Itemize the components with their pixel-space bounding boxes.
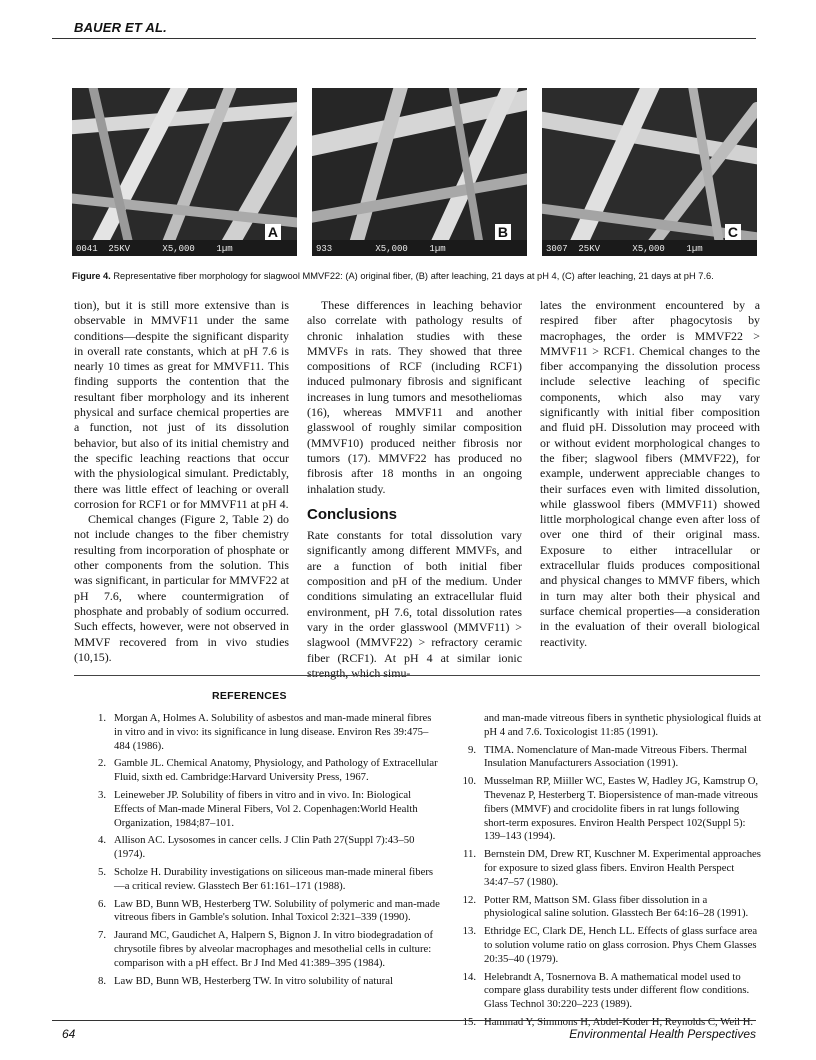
reference-item — [456, 894, 764, 922]
body-column-1 — [74, 298, 289, 665]
reference-text: Musselman RP, Miiller WC, Eastes W, Hadley JG, Kamstrup O, Thevenaz P, Hesterberg T. Biopersistence of man-made vitreous fibers (MMVF) and crocidolite fibers in rat lungs following short-term exposures. Environ Health Perspect 102(Suppl 5): 139–143 (1994). — [484, 775, 759, 843]
reference-text: Allison AC. Lysosomes in cancer cells. J Clin Path 27(Suppl 7):43–50 (1974). — [114, 834, 415, 861]
reference-number: 11. — [463, 848, 476, 861]
reference-item — [86, 789, 442, 830]
reference-item — [456, 925, 764, 966]
reference-item — [86, 866, 442, 894]
references-column-right — [456, 712, 764, 1034]
micrograph-c-scale: 3007 25KV X5,000 1µm — [546, 244, 703, 254]
reference-number: 12. — [462, 893, 476, 906]
figure-caption — [72, 270, 762, 282]
journal-name: Environmental Health Perspectives — [569, 1027, 756, 1041]
running-head: BAUER ET AL. — [74, 20, 167, 35]
reference-item — [86, 834, 442, 862]
body-paragraph: These differences in leaching behavior also correlate with pathology results of chronic inhalation studies with these MMVFs in rats. They showed that three compositions of RCF (including RCF1) induced pulmonary fibrosis and significant increases in lung tumors and mesotheliomas (16), whereas MMVF11 and another glasswool of roughly similar composition (MMVF10) produced neither fibrosis nor tumors (17). MMVF22 has produced no fibrosis after 18 months in an ongoing inhalation study. — [307, 298, 522, 496]
reference-item — [456, 744, 764, 772]
reference-number: 13. — [462, 925, 476, 938]
body-paragraph: lates the environment encountered by a respired fiber after phagocytosis by macrophages, the order is MMVF22 > MMVF11 > RCF1. Chemical changes to the fiber accompanying the dissolution process include selective leaching of specific components, which also may vary significantly with initial fiber composition and fluid pH. Dissolution may proceed with or without evident morphological changes to the fiber; slagwool fibers (MMVF22), for example, underwent appreciable changes to their surfaces even with limited dissolution, while glasswool fibers (MMVF11) showed little morphological change even after loss of over one third of their original mass. Exposure to either intracellular or extracellular fluids produces compositional and physical changes to MMVF fibers, which in turn may alter both their physical and surface chemical properties—a consideration in the evaluation of their overall biological reactivity. — [540, 298, 760, 649]
reference-number: 14. — [462, 970, 476, 983]
figure-panel-b — [312, 88, 527, 256]
micrograph-a-scale: 0041 25KV X5,000 1µm — [76, 244, 233, 254]
reference-item — [86, 757, 442, 785]
references-column-left — [86, 712, 442, 992]
reference-number: 6. — [97, 897, 106, 910]
reference-number: 7. — [97, 929, 106, 942]
reference-text: Scholze H. Durability investigations on siliceous man-made mineral fibers—a critical review. Glasstech Ber 61:161–171 (1988). — [114, 865, 434, 892]
reference-text: Jaurand MC, Gaudichet A, Halpern S, Bignon J. In vitro biodegradation of chrysotile fibres by alveolar macrophages and mesothelial cells in culture: comparison with a pH effect. Br J Ind Med 41:389–395 (1984). — [114, 929, 434, 969]
reference-number: 3. — [97, 788, 106, 801]
micrograph-a-image — [72, 88, 297, 256]
body-paragraph: Rate constants for total dissolution vary significantly among different MMVFs, and are a function of both initial fiber composition and pH of the medium. Under conditions simulating an extracellular fluid environment, pH 7.6, total dissolution rates vary in the order glasswool (MMVF11) > slagwool (MMVF22) > refractory ceramic fiber (RCF1). At pH 4 at similar ionic strength, which simu- — [307, 528, 522, 680]
reference-item — [86, 975, 442, 989]
figure-caption-label: Figure 4. — [72, 271, 111, 281]
references-heading: REFERENCES — [212, 690, 287, 702]
reference-text: Bernstein DM, Drew RT, Kuschner M. Experimental approaches for exposure to sized glass fibers. Environ Health Perspect 34:47–57 (1980). — [484, 848, 761, 888]
body-column-2 — [307, 298, 522, 681]
reference-item — [456, 971, 764, 1012]
reference-text: TIMA. Nomenclature of Man-made Vitreous Fibers. Thermal Insulation Manufacturers Association (1991). — [484, 743, 748, 770]
references-rule — [74, 675, 760, 676]
reference-number: 1. — [97, 712, 106, 724]
reference-item — [86, 929, 442, 970]
section-heading-conclusions: Conclusions — [307, 505, 398, 523]
reference-text: Ethridge EC, Clark DE, Hench LL. Effects of glass surface area to solution volume ratio on glass corrosion. Phys Chem Glasses 20:35–40 (1979). — [484, 925, 758, 965]
reference-text: Leineweber JP. Solubility of fibers in vitro and in vivo. In: Biological Effects of Man-made Mineral Fibers, Vol 2. Copenhagen:World Health Organization, 1984;87–101. — [114, 788, 418, 829]
reference-number: 5. — [97, 865, 106, 878]
reference-number: 15. — [462, 1015, 476, 1028]
micrograph-b-scale: 933 X5,000 1µm — [316, 244, 446, 254]
reference-item — [456, 848, 764, 889]
body-paragraph: Chemical changes (Figure 2, Table 2) do not include changes to the fiber chemistry resulting from incorporation of phosphate or other components from the solution. This was significant, in particular for MMVF22 at pH 7.6, where countermigration of phosphate and probably of sodium occurred. Such effects, however, were not observed in MMVF recovered from in vivo studies (10,15). — [74, 512, 289, 664]
figure-4 — [72, 88, 757, 256]
reference-text: Helebrandt A, Tosnernova B. A mathematical model used to compare glass durability tests under different flow conditions. Glass Technol 30:220–223 (1989). — [484, 970, 750, 1011]
body-paragraph: tion), but it is still more extensive than is observable in MMVF11 under the same conditions—despite the significant disparity in overall rate constants, which at pH 7.6 is nearly 10 times as great for MMVF11. This finding supports the contention that the resultant fiber morphology and its inherent physical and surface chemical properties are a function, not just of its dissolution behavior, but also of its initial chemistry and the specific leaching reactions that occur with the physiological simulant. Predictably, there was little effect of leaching or overall corrosion for RCF1 or for MMVF11 at pH 4. — [74, 298, 289, 511]
reference-text: Morgan A, Holmes A. Solubility of asbestos and man-made mineral fibres in vitro and in vivo: its significance in lung disease. Environ Res 39:475–484 (1986). — [114, 712, 432, 752]
reference-number: 8. — [97, 974, 106, 987]
reference-item — [86, 712, 442, 753]
page-number: 64 — [62, 1027, 76, 1041]
reference-number: 2. — [97, 757, 106, 770]
reference-number: 4. — [97, 834, 106, 847]
header-rule — [52, 38, 756, 39]
reference-text: Potter RM, Mattson SM. Glass fiber dissolution in a physiological saline solution. Glasstech Ber 64:16–28 (1991). — [484, 893, 749, 920]
footer-rule — [52, 1020, 756, 1021]
reference-text: Hammad Y, Simmons H, Abdel-Koder H, Reynolds C, Weil H. — [484, 1015, 754, 1028]
figure-panel-a — [72, 88, 297, 256]
figure-caption-text: Representative fiber morphology for slagwool MMVF22: (A) original fiber, (B) after leaching, 21 days at pH 4, (C) after leaching, 21 days at pH 7.6. — [110, 271, 714, 281]
reference-item — [456, 775, 764, 844]
reference-text: Law BD, Bunn WB, Hesterberg TW. In vitro solubility of natural — [114, 974, 393, 987]
reference-text: Gamble JL. Chemical Anatomy, Physiology, and Pathology of Extracellular Fluid, sixth ed. Cambridge:Harvard University Press, 1967. — [114, 757, 438, 784]
reference-item — [86, 898, 442, 926]
body-column-3 — [540, 298, 760, 650]
figure-panel-c — [542, 88, 757, 256]
reference-number: 9. — [467, 743, 476, 756]
reference-continuation: and man-made vitreous fibers in synthetic physiological fluids at pH 4 and 7.6. Toxicologist 11:85 (1991). — [484, 712, 762, 738]
panel-letter-c: C — [725, 224, 741, 240]
panel-letter-b: B — [495, 224, 511, 240]
reference-number: 10. — [462, 775, 476, 788]
panel-letter-a: A — [265, 224, 281, 240]
reference-text: Law BD, Bunn WB, Hesterberg TW. Solubility of polymeric and man-made vitreous fibers in Gamble's solution. Inhal Toxicol 2:321–339 (1990). — [114, 897, 440, 924]
